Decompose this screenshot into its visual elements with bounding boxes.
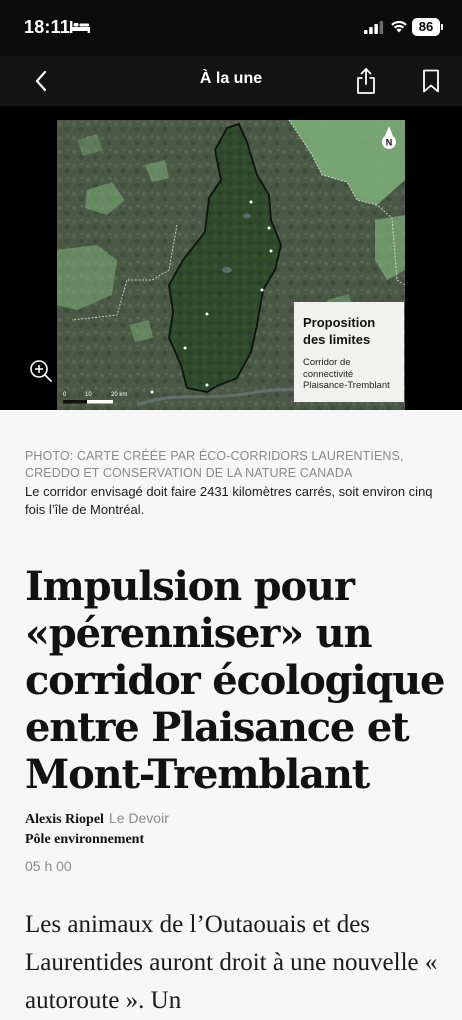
scale-label-20: 20 km: [111, 392, 128, 398]
author-name[interactable]: Alexis Riopel: [25, 812, 104, 827]
legend-subtitle: Corridor de connectivité Plaisance-Tremblant: [303, 357, 390, 391]
share-button[interactable]: [352, 66, 380, 96]
share-icon: [356, 68, 376, 94]
section-label[interactable]: Pôle environnement: [25, 832, 145, 847]
legend-title: Proposition des limites: [303, 315, 376, 347]
scale-label-0: 0: [63, 392, 67, 398]
hero-image[interactable]: [0, 106, 462, 410]
bookmark-button[interactable]: [417, 66, 445, 96]
north-label: N: [385, 137, 393, 148]
sleep-focus-icon: [70, 21, 90, 33]
outlet-name: Le Devoir: [108, 810, 169, 826]
nav-title: À la une: [199, 70, 263, 87]
cellular-signal-icon: [364, 21, 384, 34]
battery-indicator: 86: [412, 18, 440, 36]
status-bar: [0, 0, 462, 56]
caption-text: Le corridor envisagé doit faire 2431 kilomètres carrés, soit environ cinq fois l’île de Montréal.: [25, 484, 433, 517]
battery-cap: [441, 24, 443, 30]
image-caption: [25, 448, 440, 519]
zoom-in-icon[interactable]: [28, 358, 54, 384]
bookmark-icon: [422, 69, 440, 93]
article-headline: Impulsion pour «pérenniser» un corridor écologique entre Plaisance et Mont-Tremblant: [25, 563, 445, 798]
publish-time: 05 h 00: [25, 858, 72, 874]
byline: [25, 810, 445, 874]
author-row: [25, 810, 445, 830]
status-time: 18:11: [24, 17, 71, 37]
navigation-bar: [0, 56, 462, 106]
map-legend: [294, 302, 404, 402]
wifi-icon: [390, 18, 408, 34]
photo-credit: PHOTO: CARTE CRÉÉE PAR ÉCO-CORRIDORS LAURENTIENS, CREDDO ET CONSERVATION DE LA NATURE CANADA: [25, 449, 404, 480]
scale-label-10: 10: [85, 392, 92, 398]
article-lede: Les animaux de l’Outaouais et des Laurentides auront droit à une nouvelle « autoroute ». Un: [25, 911, 438, 1014]
